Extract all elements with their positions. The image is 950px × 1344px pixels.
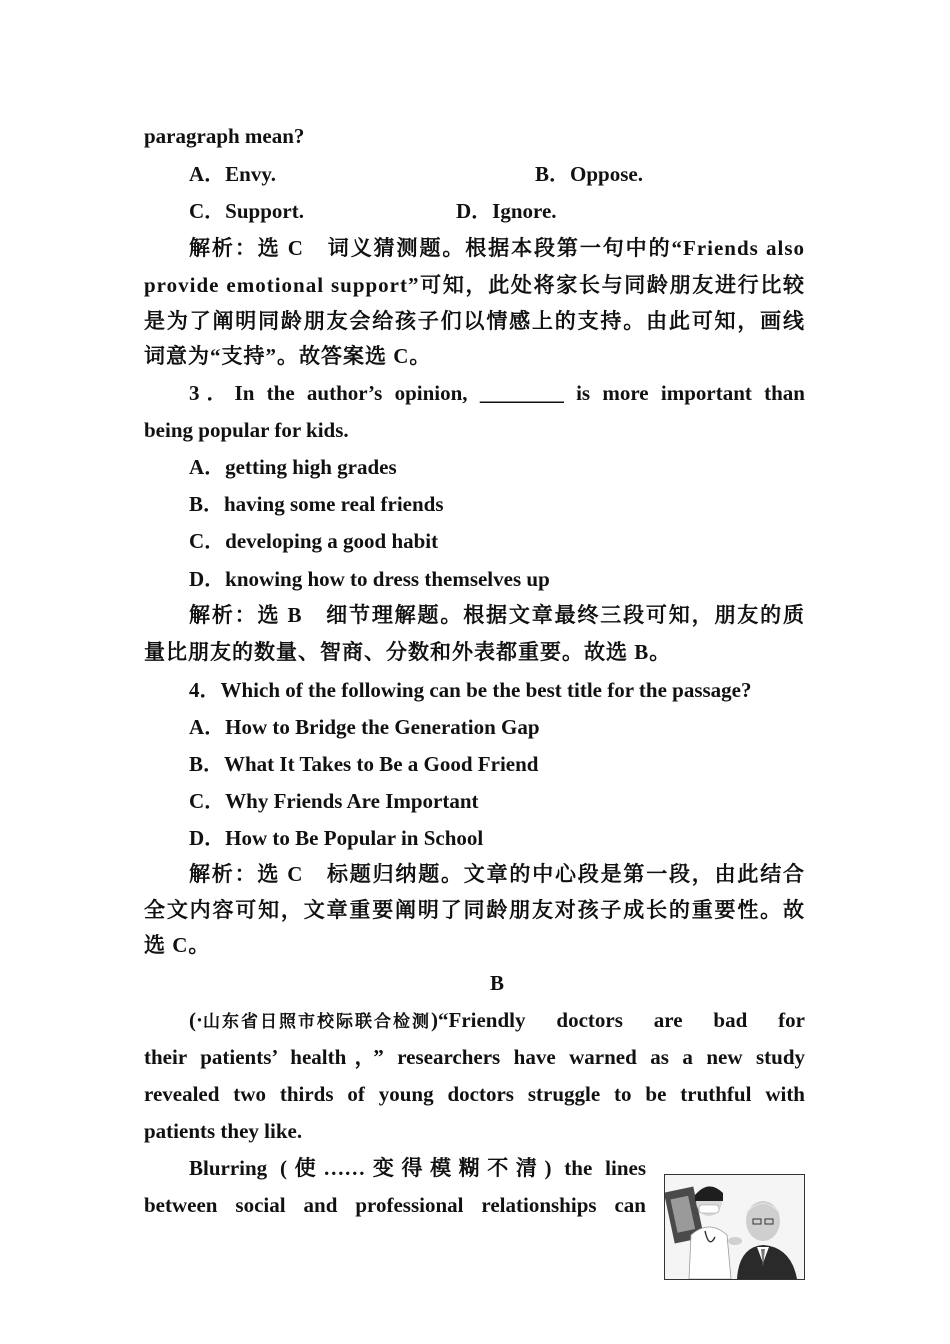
q2-option-c: C．Support. bbox=[189, 199, 304, 223]
q4-analysis-line: 选 C。 bbox=[144, 933, 211, 957]
q4-analysis-line: 全文内容可知，文章重要阐明了同龄朋友对孩子成长的重要性。故 bbox=[144, 898, 805, 922]
q2-option-a: A．Envy. bbox=[189, 162, 276, 186]
q3-option-a: A．getting high grades bbox=[189, 455, 397, 479]
q2-analysis-line: 解析：选 C 词义猜测题。根据本段第一句中的“Friends also bbox=[189, 236, 805, 260]
q4-option-d: D．How to Be Popular in School bbox=[189, 826, 484, 850]
source-open: (· bbox=[189, 1008, 203, 1032]
source-close: ) bbox=[431, 1008, 438, 1032]
q2-analysis-line: provide emotional support”可知，此处将家长与同龄朋友进行比较 bbox=[144, 273, 805, 297]
para2-line: between social and professional relationships can bbox=[144, 1193, 646, 1217]
section-b-first-line bbox=[189, 1006, 805, 1036]
q3-analysis-line: 量比朋友的数量、智商、分数和外表都重要。故选 B。 bbox=[144, 640, 672, 664]
section-heading: B bbox=[490, 971, 505, 995]
q4-option-b: B．What It Takes to Be a Good Friend bbox=[189, 752, 539, 776]
para1-line: patients they like. bbox=[144, 1119, 303, 1143]
q3-option-c: C．developing a good habit bbox=[189, 529, 439, 553]
q2-stem-tail: paragraph mean? bbox=[144, 124, 305, 148]
q2-analysis-line: 是为了阐明同龄朋友会给孩子们以情感上的支持。由此可知，画线 bbox=[144, 309, 805, 333]
para1-line: revealed two thirds of young doctors struggle to be truthful with bbox=[144, 1082, 805, 1106]
q4-option-c: C．Why Friends Are Important bbox=[189, 789, 479, 813]
q2-analysis-line: 词意为“支持”。故答案选 C。 bbox=[144, 344, 432, 368]
q2-option-b: B．Oppose. bbox=[535, 162, 643, 186]
para1-line: their patients’ health，” researchers have warned as a new study bbox=[144, 1045, 805, 1069]
q3-stem-line: 3．In the author’s opinion, ________ is more important than bbox=[189, 381, 805, 405]
q4-stem: 4．Which of the following can be the best title for the passage? bbox=[189, 678, 752, 702]
doctor-patient-photo bbox=[664, 1174, 805, 1280]
source-label: 山东省日照市校际联合检测 bbox=[203, 1012, 431, 1031]
q3-stem-line: being popular for kids. bbox=[144, 418, 349, 442]
para1-line: “Friendly doctors are bad for bbox=[438, 1008, 805, 1032]
q4-option-a: A．How to Bridge the Generation Gap bbox=[189, 715, 540, 739]
q3-option-b: B．having some real friends bbox=[189, 492, 444, 516]
q2-option-d: D．Ignore. bbox=[456, 199, 557, 223]
doctor-patient-illustration bbox=[665, 1175, 804, 1279]
para2-line: Blurring (使……变得模糊不清) the lines bbox=[189, 1156, 646, 1180]
q3-analysis-line: 解析：选 B 细节理解题。根据文章最终三段可知，朋友的质 bbox=[189, 603, 805, 627]
q4-analysis-line: 解析：选 C 标题归纳题。文章的中心段是第一段，由此结合 bbox=[189, 862, 805, 886]
q3-option-d: D．knowing how to dress themselves up bbox=[189, 567, 550, 591]
